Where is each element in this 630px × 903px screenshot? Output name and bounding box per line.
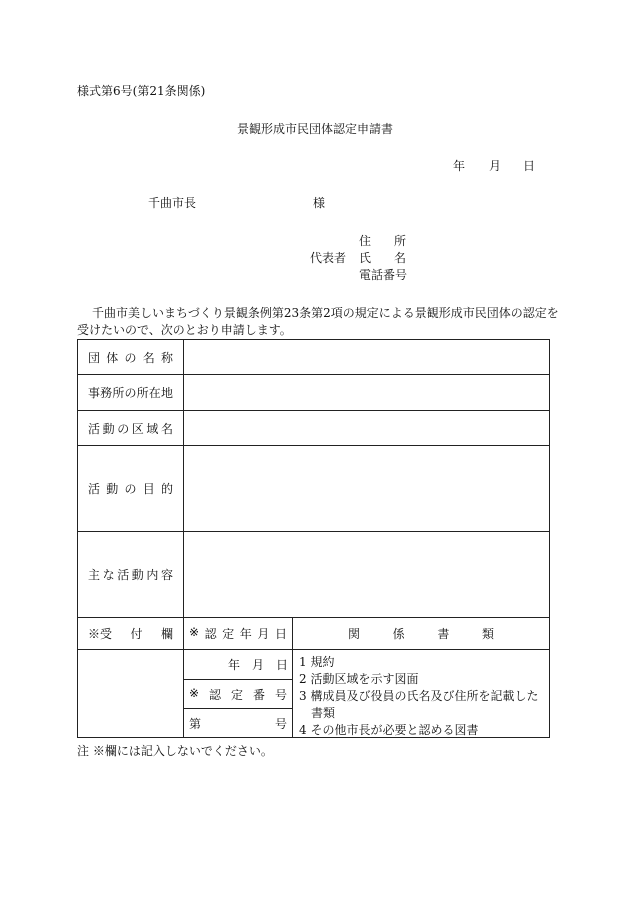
date-day: 日	[523, 159, 536, 173]
reception-field[interactable]	[78, 650, 184, 738]
applicant-representative-label: 代表者	[310, 251, 347, 265]
activity-purpose-field[interactable]	[184, 446, 550, 532]
date-year: 年	[453, 159, 466, 173]
applicant-phone-label: 電話番号	[359, 268, 408, 282]
applicant-address-label: 住 所	[359, 234, 406, 248]
body-text-line-1: 千曲市美しいまちづくり景観条例第23条第2項の規定による景観形成市民団体の認定を	[92, 306, 559, 320]
doc-item: 書類	[299, 706, 336, 720]
row-activity-purpose	[78, 446, 550, 532]
cert-date-field[interactable]: 年 月 日	[184, 650, 293, 680]
activity-content-field[interactable]	[184, 532, 550, 618]
label-activity-purpose: 活 動 の 目 的	[78, 446, 184, 532]
row-office-address	[78, 375, 550, 411]
addressee-honorific: 様	[313, 196, 326, 210]
office-use-table	[77, 617, 550, 738]
office-address-field[interactable]	[184, 375, 550, 411]
related-documents-list	[293, 654, 549, 739]
doc-item: 3 構成員及び役員の氏名及び住所を記載した	[299, 689, 539, 703]
document-title: 景観形成市民団体認定申請書	[236, 122, 393, 136]
footnote: 注 ※欄には記入しないでください。	[77, 744, 273, 758]
doc-item: 2 活動区域を示す図面	[299, 672, 419, 686]
row-activity-area	[78, 411, 550, 446]
applicant-name-label: 氏 名	[359, 251, 406, 265]
date-month: 月	[489, 159, 502, 173]
doc-item: 1 規約	[299, 655, 335, 669]
label-office-address: 事 務 所 の 所 在 地	[78, 375, 184, 411]
addressee-name: 千曲市長	[148, 196, 197, 210]
application-table	[77, 339, 550, 618]
cert-number-field[interactable]: 第 号	[184, 709, 293, 738]
form-number: 様式第6号(第21条関係)	[77, 84, 206, 98]
label-activity-content: 主 な 活 動 内 容	[78, 532, 184, 618]
cert-number-label: ※ 認 定 番 号	[184, 680, 293, 709]
label-group-name: 団 体 の 名 称	[78, 340, 184, 375]
doc-item: 4 その他市長が必要と認める図書	[299, 723, 479, 737]
label-activity-area: 活 動 の 区 域 名	[78, 411, 184, 446]
activity-area-field[interactable]	[184, 411, 550, 446]
reception-header: ※受 付 欄	[78, 618, 184, 650]
body-text-line-2: 受けたいので、次のとおり申請します。	[77, 323, 292, 337]
group-name-field[interactable]	[184, 340, 550, 375]
row-group-name	[78, 340, 550, 375]
related-docs-header: 関 係 書 類	[293, 618, 549, 650]
row-activity-content	[78, 532, 550, 618]
cert-date-header: ※ 認 定 年 月 日	[184, 618, 293, 650]
